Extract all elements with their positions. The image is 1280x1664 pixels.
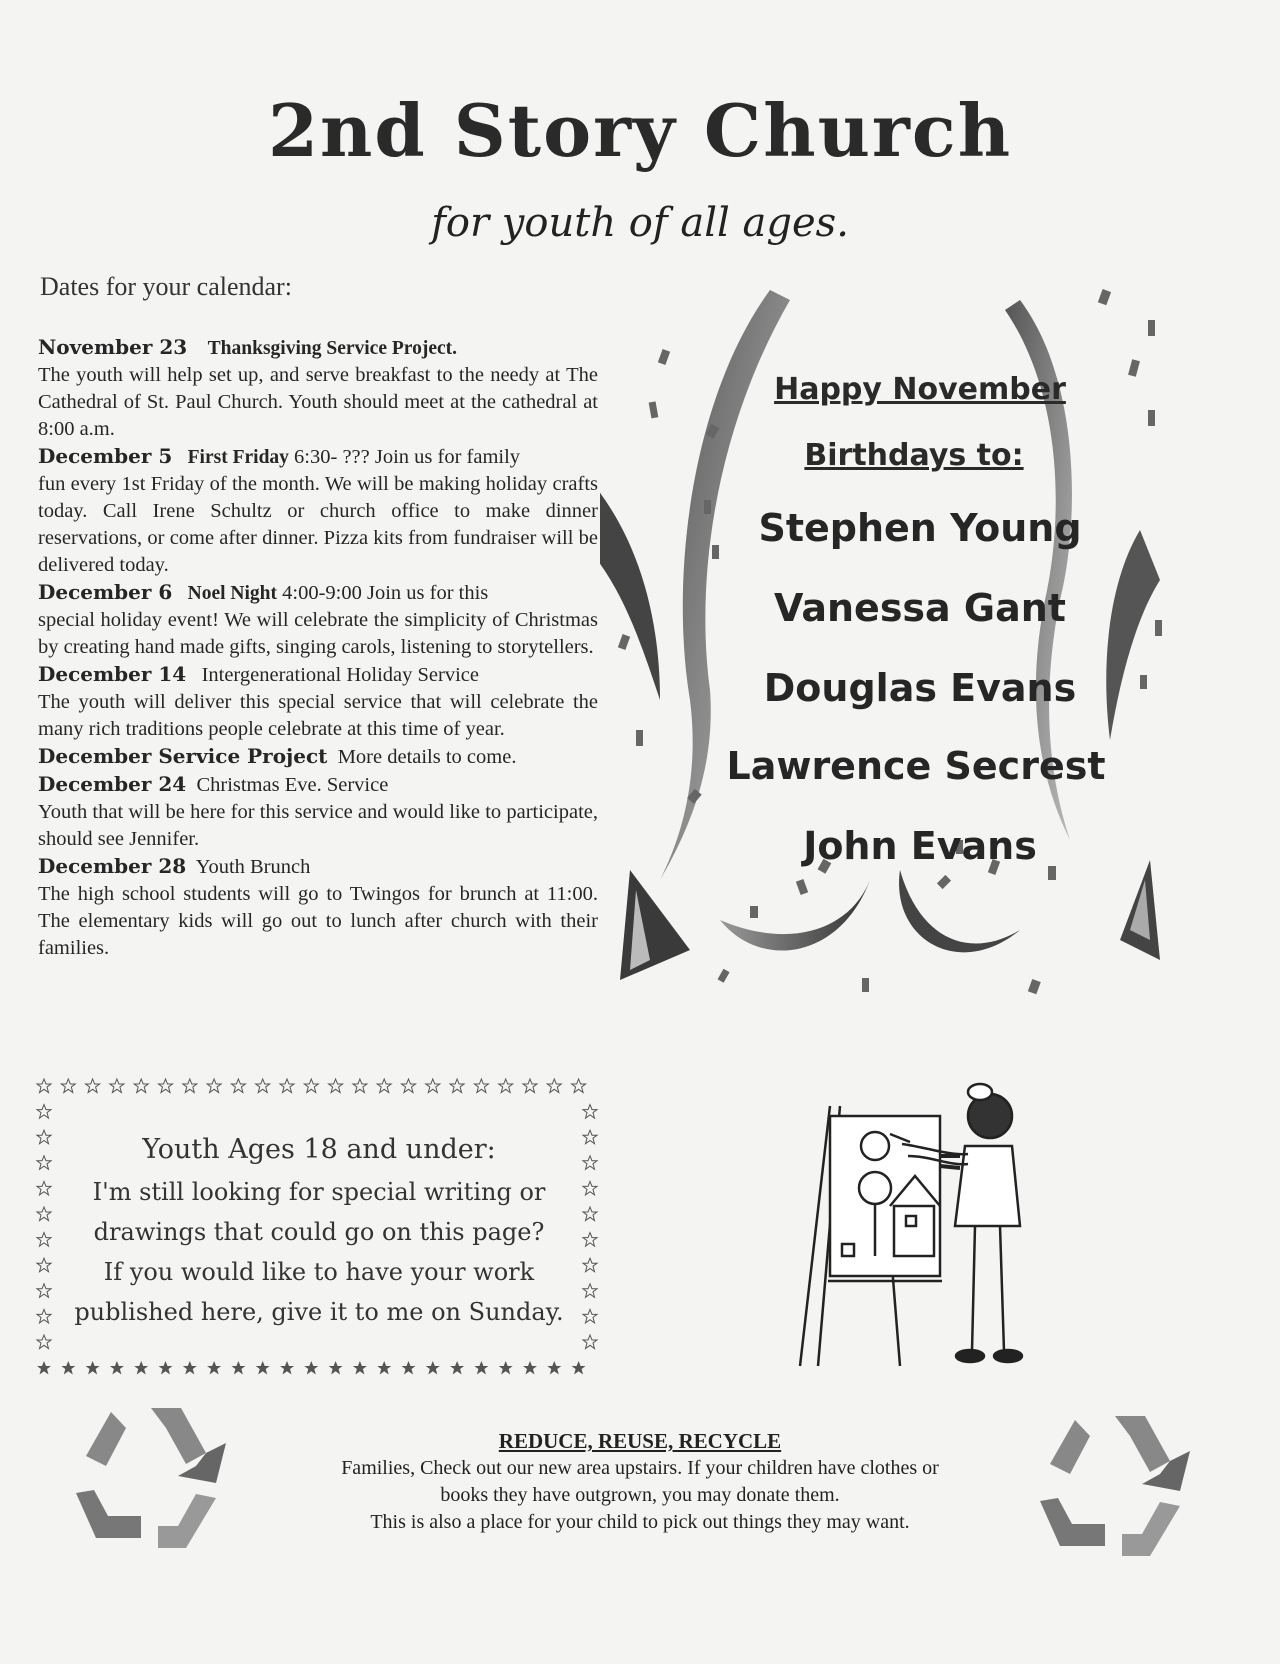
youth-notice-line: If you would like to have your work (103, 1258, 535, 1286)
recycle-heading: REDUCE, REUSE, RECYCLE (498, 1429, 782, 1453)
calendar-event (38, 771, 598, 853)
youth-notice-line: I'm still looking for special writing or (92, 1178, 546, 1206)
star-icon (572, 1361, 586, 1375)
event-inline: 4:00-9:00 Join us for this (282, 582, 489, 604)
page-subtitle: for youth of all ages. (431, 200, 849, 246)
star-icon (583, 1105, 597, 1119)
youth-notice-box (34, 1076, 600, 1376)
calendar-event (38, 443, 598, 579)
event-description: The high school students will go to Twingos for brunch at 11:00. The elementary kids will go out to lunch after church with their families. (38, 883, 598, 959)
star-icon (110, 1079, 124, 1093)
star-icon (280, 1361, 294, 1375)
event-description: special holiday event! We will celebrate the simplicity of Christmas by creating hand made gifts, singing carols, listening to storytellers. (38, 609, 598, 658)
star-icon (402, 1079, 416, 1093)
star-icon (37, 1361, 51, 1375)
star-icon (37, 1079, 51, 1093)
star-icon (183, 1361, 197, 1375)
star-icon (499, 1361, 513, 1375)
birthday-name: Douglas Evans (763, 666, 1077, 710)
star-icon (256, 1079, 270, 1093)
birthday-name: Stephen Young (758, 506, 1082, 550)
calendar-event (38, 853, 598, 962)
star-icon (583, 1309, 597, 1323)
star-icon (256, 1361, 270, 1375)
star-icon (304, 1079, 318, 1093)
calendar-heading: Dates for your calendar: (40, 272, 292, 301)
recycle-line: This is also a place for your child to pick out things they may want. (370, 1511, 910, 1533)
star-icon (37, 1181, 51, 1195)
youth-notice-text (74, 1130, 564, 1332)
calendar-event (38, 334, 598, 443)
page-title: 2nd Story Church (267, 88, 1013, 173)
star-icon (583, 1284, 597, 1298)
recycle-notice (200, 1428, 1080, 1536)
star-icon (134, 1079, 148, 1093)
star-icon (583, 1233, 597, 1247)
star-icon (450, 1361, 464, 1375)
event-date: November 23 (38, 335, 188, 359)
star-icon (450, 1079, 464, 1093)
star-icon (583, 1207, 597, 1221)
calendar-event (38, 743, 598, 771)
star-icon (183, 1079, 197, 1093)
birthday-name: Lawrence Secrest (726, 744, 1106, 788)
event-inline: Christmas Eve. Service (196, 774, 389, 796)
recycle-line: books they have outgrown, you may donate them. (440, 1484, 840, 1506)
birthday-name: Vanessa Gant (774, 586, 1066, 630)
star-icon (572, 1079, 586, 1093)
star-icon (474, 1361, 488, 1375)
star-icon (426, 1079, 440, 1093)
star-icon (134, 1361, 148, 1375)
youth-notice-heading: Youth Ages 18 and under: (142, 1134, 496, 1165)
calendar-event (38, 579, 598, 661)
event-inline: Intergenerational Holiday Service (201, 664, 479, 686)
event-title: Thanksgiving Service Project. (207, 338, 458, 359)
youth-notice-line: published here, give it to me on Sunday. (74, 1298, 564, 1326)
star-icon (523, 1361, 537, 1375)
star-icon (329, 1361, 343, 1375)
birthday-title-line1: Happy November (774, 372, 1066, 407)
star-icon (37, 1233, 51, 1247)
star-icon (159, 1079, 173, 1093)
star-icon (426, 1361, 440, 1375)
star-icon (86, 1079, 100, 1093)
event-inline: 6:30- ??? Join us for family (294, 446, 521, 468)
star-icon (402, 1361, 416, 1375)
event-date: December 5 (38, 444, 173, 468)
star-icon (61, 1079, 75, 1093)
event-title: Noel Night (187, 583, 278, 604)
calendar-event (38, 661, 598, 743)
event-inline: Youth Brunch (195, 856, 311, 878)
event-date: December 28 (38, 854, 187, 878)
event-inline: More details to come. (337, 746, 517, 768)
event-title: First Friday (187, 447, 289, 468)
star-icon (583, 1181, 597, 1195)
star-icon (37, 1105, 51, 1119)
star-icon (499, 1079, 513, 1093)
star-icon (37, 1258, 51, 1272)
star-icon (37, 1207, 51, 1221)
star-icon (61, 1361, 75, 1375)
event-description: Youth that will be here for this service and would like to participate, should see Jennifer. (38, 801, 598, 850)
star-icon (583, 1130, 597, 1144)
birthday-panel (600, 280, 1240, 1050)
birthday-title-line2: Birthdays to: (804, 438, 1024, 473)
star-icon (231, 1361, 245, 1375)
star-icon (207, 1361, 221, 1375)
star-icon (329, 1079, 343, 1093)
star-icon (583, 1258, 597, 1272)
star-icon (37, 1335, 51, 1349)
recycle-line: Families, Check out our new area upstairs. If your children have clothes or (341, 1457, 939, 1479)
star-icon (280, 1079, 294, 1093)
event-description: The youth will help set up, and serve breakfast to the needy at The Cathedral of St. Paul Church. Youth should meet at the cathedral at 8:00 a.m. (38, 364, 598, 440)
event-description: The youth will deliver this special service that will celebrate the many rich traditions people celebrate at this time of year. (38, 691, 598, 740)
star-icon (86, 1361, 100, 1375)
star-icon (110, 1361, 124, 1375)
calendar-events (38, 334, 598, 962)
star-icon (231, 1079, 245, 1093)
star-icon (304, 1361, 318, 1375)
star-icon (583, 1156, 597, 1170)
star-icon (547, 1361, 561, 1375)
youth-notice-line: drawings that could go on this page? (93, 1218, 545, 1246)
star-icon (353, 1079, 367, 1093)
star-icon (474, 1079, 488, 1093)
birthday-name: John Evans (803, 824, 1037, 868)
star-icon (583, 1335, 597, 1349)
star-icon (353, 1361, 367, 1375)
star-icon (547, 1079, 561, 1093)
event-date: December 6 (38, 580, 173, 604)
star-icon (377, 1361, 391, 1375)
child-painting-icon (790, 1076, 1060, 1376)
star-icon (37, 1284, 51, 1298)
event-date: December 24 (38, 772, 187, 796)
star-icon (377, 1079, 391, 1093)
star-icon (159, 1361, 173, 1375)
event-date: December Service Project (38, 744, 328, 768)
event-date: December 14 (38, 662, 187, 686)
star-icon (37, 1156, 51, 1170)
star-icon (523, 1079, 537, 1093)
event-description: fun every 1st Friday of the month. We will be making holiday crafts today. Call Irene Schultz or church office to make dinner reservations, or come after dinner. Pizza kits from fundraiser will be delivered today. (38, 473, 598, 576)
star-icon (37, 1130, 51, 1144)
star-icon (207, 1079, 221, 1093)
star-icon (37, 1309, 51, 1323)
